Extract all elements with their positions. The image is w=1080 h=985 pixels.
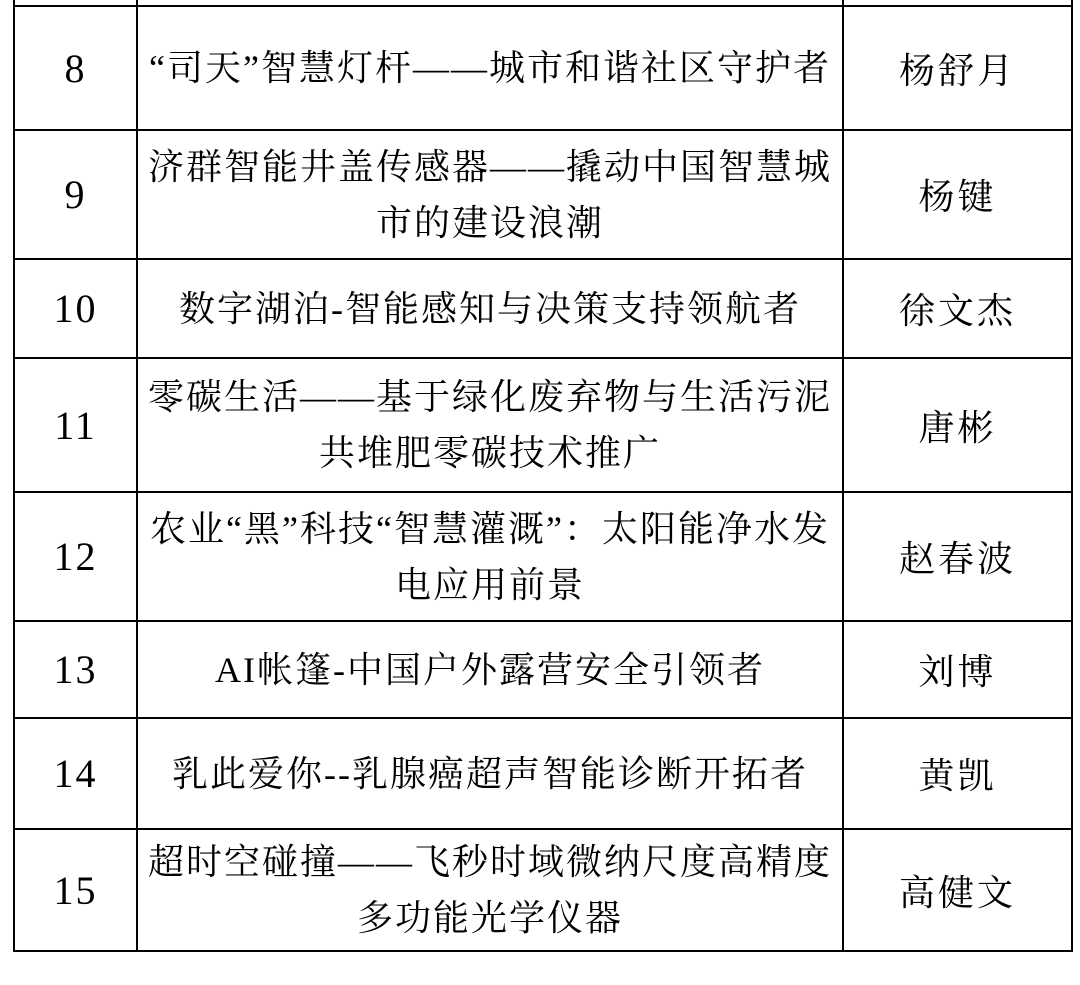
row-number-cell: 12 — [14, 492, 137, 621]
person-name-cell: 高健文 — [843, 829, 1072, 951]
person-name-cell: 刘博 — [843, 621, 1072, 718]
table-row — [14, 6, 1072, 130]
table-row — [14, 829, 1072, 951]
project-title-cell: 农业“黑”科技“智慧灌溉”：太阳能净水发电应用前景 — [137, 492, 843, 621]
person-name-cell: 黄凯 — [843, 718, 1072, 829]
project-title-cell: AI帐篷-中国户外露营安全引领者 — [137, 621, 843, 718]
row-number-cell: 14 — [14, 718, 137, 829]
row-number-cell: 8 — [14, 6, 137, 130]
row-number-cell: 11 — [14, 358, 137, 492]
person-name-cell: 杨舒月 — [843, 6, 1072, 130]
person-name-cell: 徐文杰 — [843, 259, 1072, 358]
table-row — [14, 718, 1072, 829]
row-number-cell: 15 — [14, 829, 137, 951]
person-name-cell: 赵春波 — [843, 492, 1072, 621]
person-name-cell: 杨键 — [843, 130, 1072, 259]
person-name-cell: 唐彬 — [843, 358, 1072, 492]
table-row — [14, 130, 1072, 259]
project-title-cell: 济群智能井盖传感器——撬动中国智慧城市的建设浪潮 — [137, 130, 843, 259]
project-list-table — [13, 0, 1073, 952]
table-row — [14, 259, 1072, 358]
row-number-cell: 9 — [14, 130, 137, 259]
project-title-cell: 乳此爱你--乳腺癌超声智能诊断开拓者 — [137, 718, 843, 829]
project-title-cell: “司天”智慧灯杆——城市和谐社区守护者 — [137, 6, 843, 130]
row-number-cell: 13 — [14, 621, 137, 718]
project-title-cell: 数字湖泊-智能感知与决策支持领航者 — [137, 259, 843, 358]
row-number-cell: 10 — [14, 259, 137, 358]
project-title-cell: 超时空碰撞——飞秒时域微纳尺度高精度多功能光学仪器 — [137, 829, 843, 951]
project-title-cell: 零碳生活——基于绿化废弃物与生活污泥共堆肥零碳技术推广 — [137, 358, 843, 492]
table-row — [14, 492, 1072, 621]
table-row — [14, 358, 1072, 492]
table-row — [14, 621, 1072, 718]
